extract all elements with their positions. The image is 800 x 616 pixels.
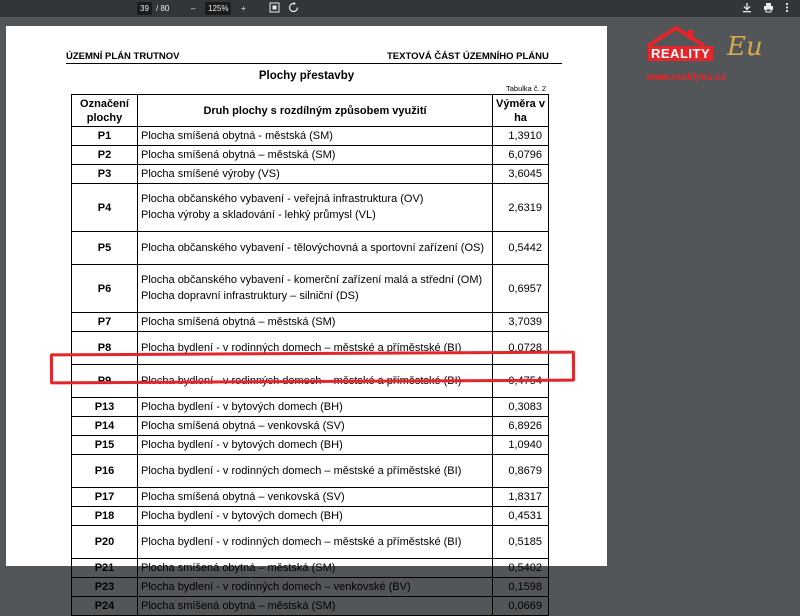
- row-description-line: Plocha smíšená obytná – městská (SM): [141, 315, 336, 328]
- table-row: [72, 507, 549, 526]
- row-id: P6: [72, 265, 138, 313]
- print-icon[interactable]: [763, 2, 774, 15]
- table-row: [72, 578, 549, 597]
- row-description: [138, 559, 493, 578]
- more-icon[interactable]: [785, 2, 789, 15]
- table-row: [72, 417, 549, 436]
- row-description-line: Plocha bydlení - v rodinných domech – městské a příměstské (BI): [141, 464, 462, 477]
- column-header-type: Druh plochy s rozdílným způsobem využití: [138, 95, 493, 127]
- highlight-box: [50, 351, 575, 385]
- table-row: [72, 488, 549, 507]
- page-total: / 80: [156, 4, 170, 13]
- row-id: P15: [72, 436, 138, 455]
- row-description-line: Plocha výroby a skladování - lehký průmysl (VL): [141, 209, 376, 221]
- row-description: [138, 436, 493, 455]
- row-description-line: Plocha bydlení - v rodinných domech – městské a příměstské (BI): [141, 535, 462, 548]
- row-description-line: Plocha smíšená obytná – venkovská (SV): [141, 419, 345, 432]
- row-description: [138, 597, 493, 616]
- row-area: 0,3083: [493, 398, 549, 417]
- table-row: [72, 597, 549, 616]
- row-area: 3,7039: [493, 313, 549, 332]
- row-description-line: Plocha smíšená obytná - městská (SM): [141, 129, 333, 142]
- row-id: P2: [72, 146, 138, 165]
- row-description-line: Plocha občanského vybavení - veřejná infrastruktura (OV): [141, 193, 424, 205]
- row-area: 1,0940: [493, 436, 549, 455]
- row-description-line: Plocha bydlení - v bytových domech (BH): [141, 509, 343, 522]
- row-id: P24: [72, 597, 138, 616]
- row-description: [138, 526, 493, 559]
- column-header-area: Výměra v ha: [493, 95, 549, 127]
- row-id: P9: [72, 365, 138, 398]
- row-area: 0,0669: [493, 597, 549, 616]
- row-description-line: Plocha smíšená obytná – venkovská (SV): [141, 490, 345, 503]
- row-description-line: Plocha bydlení - v rodinných domech – venkovské (BV): [141, 580, 411, 593]
- row-description: [138, 165, 493, 184]
- row-area: 0,1598: [493, 578, 549, 597]
- row-description: [138, 398, 493, 417]
- zoom-level-input[interactable]: 125%: [205, 2, 231, 15]
- row-id: P4: [72, 184, 138, 232]
- row-description: [138, 417, 493, 436]
- zoom-out-button[interactable]: –: [191, 4, 196, 13]
- table-row: [72, 184, 549, 232]
- row-description-line: Plocha smíšená obytná – městská (SM): [141, 148, 336, 161]
- table-row: [72, 265, 549, 313]
- row-description: [138, 146, 493, 165]
- row-id: P13: [72, 398, 138, 417]
- table-header-row: [72, 95, 549, 127]
- row-area: 0,5185: [493, 526, 549, 559]
- row-area: 0,5402: [493, 559, 549, 578]
- row-area: 2,6319: [493, 184, 549, 232]
- row-description: [138, 265, 493, 313]
- header-right: TEXTOVÁ ČÁST ÚZEMNÍHO PLÁNU: [387, 51, 549, 62]
- row-description: [138, 127, 493, 146]
- row-id: P1: [72, 127, 138, 146]
- row-area: 0,4531: [493, 507, 549, 526]
- header-left: ÚZEMNÍ PLÁN TRUTNOV: [66, 51, 180, 62]
- row-id: P20: [72, 526, 138, 559]
- row-description-line: Plocha bydlení - v rodinných domech – městské a příměstské (BI): [141, 341, 462, 354]
- row-area: 1,3910: [493, 127, 549, 146]
- row-id: P16: [72, 455, 138, 488]
- row-description-line: Plocha dopravní infrastruktury – silniční (DS): [141, 290, 359, 302]
- row-description-line: Plocha bydlení - v rodinných domech – městské a příměstské (BI): [141, 374, 462, 387]
- row-description: [138, 578, 493, 597]
- pdf-toolbar: [0, 0, 800, 17]
- table-row: [72, 313, 549, 332]
- row-area: 0,6957: [493, 265, 549, 313]
- table-row: [72, 165, 549, 184]
- row-id: P21: [72, 559, 138, 578]
- table-row: [72, 526, 549, 559]
- column-header-id: Označení plochy: [72, 95, 138, 127]
- table-row: [72, 232, 549, 265]
- row-description-line: Plocha občanského vybavení - komerční zařízení malá a střední (OM): [141, 274, 483, 286]
- row-id: P14: [72, 417, 138, 436]
- rotate-icon[interactable]: [288, 2, 299, 15]
- table-number: Tabulka č. 2: [506, 84, 547, 93]
- row-area: 0,8679: [493, 455, 549, 488]
- row-description-line: Plocha smíšená obytná – městská (SM): [141, 599, 336, 612]
- row-area: 0,0728: [493, 332, 549, 365]
- logo-url: www.realityeu.cz: [646, 72, 727, 83]
- row-description: [138, 313, 493, 332]
- row-id: P18: [72, 507, 138, 526]
- table-row: [72, 436, 549, 455]
- row-description: [138, 488, 493, 507]
- row-id: P8: [72, 332, 138, 365]
- page-title: Plochy přestavby: [258, 70, 355, 82]
- row-area: 1,8317: [493, 488, 549, 507]
- row-id: P17: [72, 488, 138, 507]
- table-row: [72, 559, 549, 578]
- row-description: [138, 184, 493, 232]
- zoom-in-button[interactable]: +: [241, 4, 246, 13]
- row-id: P7: [72, 313, 138, 332]
- table-row: [72, 146, 549, 165]
- row-area: 6,0796: [493, 146, 549, 165]
- row-id: P3: [72, 165, 138, 184]
- row-description-line: Plocha bydlení - v bytových domech (BH): [141, 400, 343, 413]
- page-number-input[interactable]: 39: [137, 2, 152, 15]
- table-row: [72, 398, 549, 417]
- row-description-line: Plocha bydlení - v bytových domech (BH): [141, 438, 343, 451]
- logo-script: Eu: [727, 32, 763, 62]
- row-description: [138, 455, 493, 488]
- row-description: [138, 507, 493, 526]
- table-row: [72, 455, 549, 488]
- logo-word: REALITY: [648, 46, 713, 61]
- row-description-line: Plocha smíšená obytná – městská (SM): [141, 561, 336, 574]
- row-id: P23: [72, 578, 138, 597]
- download-icon[interactable]: [742, 2, 752, 15]
- header-rule: [66, 63, 562, 64]
- row-area: 0,5442: [493, 232, 549, 265]
- row-description: [138, 232, 493, 265]
- row-id: P5: [72, 232, 138, 265]
- row-area: 6,8926: [493, 417, 549, 436]
- row-description-line: Plocha smíšené výroby (VS): [141, 167, 280, 180]
- row-area: 3,6045: [493, 165, 549, 184]
- table-row: [72, 127, 549, 146]
- row-description-line: Plocha občanského vybavení - tělovýchovná a sportovní zařízení (OS): [141, 241, 485, 254]
- row-area: 0,4754: [493, 365, 549, 398]
- fit-page-icon[interactable]: [269, 2, 280, 15]
